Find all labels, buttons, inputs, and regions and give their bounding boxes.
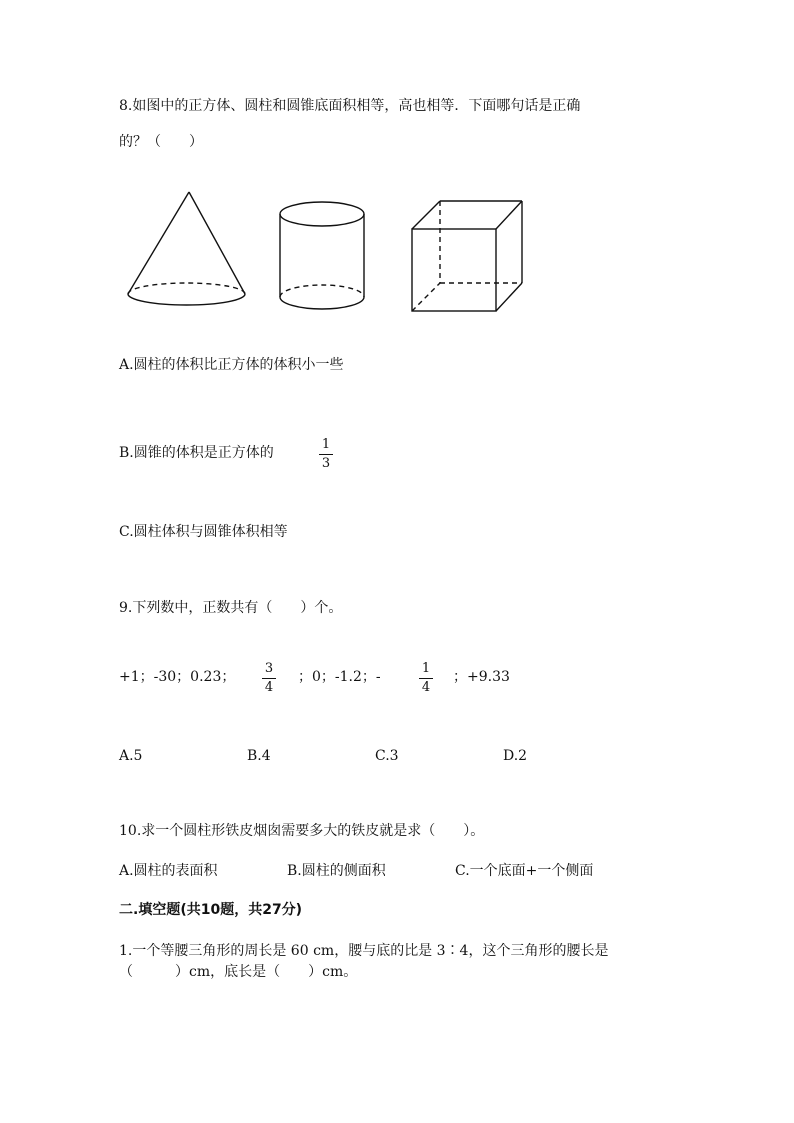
q10-option-c: C.一个底面+一个侧面 bbox=[455, 863, 594, 879]
fraction-numerator: 1 bbox=[321, 437, 331, 452]
fraction-bar bbox=[262, 678, 276, 679]
q9-list-part3: ；+9.33 bbox=[453, 669, 510, 685]
q10-option-a: A.圆柱的表面积 bbox=[119, 863, 218, 879]
fraction-denominator: 4 bbox=[421, 680, 431, 695]
fraction-denominator: 3 bbox=[321, 456, 331, 471]
q10-option-b: B.圆柱的侧面积 bbox=[287, 863, 386, 879]
fraction-numerator: 3 bbox=[264, 661, 274, 676]
solids-figure bbox=[120, 184, 540, 324]
q9-list-part2: ；0；-1.2；- bbox=[298, 669, 381, 685]
q9-fraction-2 bbox=[419, 662, 433, 695]
section-heading: 二.填空题(共10题，共27分) bbox=[119, 902, 303, 918]
cube-shape bbox=[412, 201, 522, 311]
fraction-bar bbox=[319, 454, 333, 455]
fraction-numerator: 1 bbox=[421, 661, 431, 676]
q8-option-b: B.圆锥的体积是正方体的 bbox=[119, 445, 274, 461]
q9-option-b: B.4 bbox=[247, 748, 271, 764]
q8-option-a: A.圆柱的体积比正方体的体积小一些 bbox=[119, 357, 344, 373]
fraction-bar bbox=[419, 678, 433, 679]
q9-option-c: C.3 bbox=[375, 748, 399, 764]
q9-fraction-1 bbox=[262, 662, 276, 695]
q8-stem-line1: 8.如图中的正方体、圆柱和圆锥底面积相等，高也相等．下面哪句话是正确 bbox=[119, 98, 581, 114]
q9-list-part1: +1；-30；0.23； bbox=[119, 669, 236, 685]
fill1-line2: （ ）cm，底长是（ ）cm。 bbox=[119, 964, 358, 980]
q10-stem: 10.求一个圆柱形铁皮烟囱需要多大的铁皮就是求（ ）。 bbox=[119, 823, 485, 839]
q8-stem-line2: 的？（ ） bbox=[119, 134, 203, 150]
fill1-line1: 1.一个等腰三角形的周长是 60 cm，腰与底的比是 3∶4，这个三角形的腰长是 bbox=[119, 943, 609, 959]
q9-option-d: D.2 bbox=[503, 748, 528, 764]
q9-option-a: A.5 bbox=[119, 748, 143, 764]
cone-shape bbox=[128, 192, 245, 305]
q9-stem: 9.下列数中，正数共有（ ）个。 bbox=[119, 600, 343, 616]
cylinder-shape bbox=[280, 202, 364, 309]
fraction-denominator: 4 bbox=[264, 680, 274, 695]
q8-option-b-fraction bbox=[319, 438, 333, 471]
q8-option-c: C.圆柱体积与圆锥体积相等 bbox=[119, 524, 288, 540]
